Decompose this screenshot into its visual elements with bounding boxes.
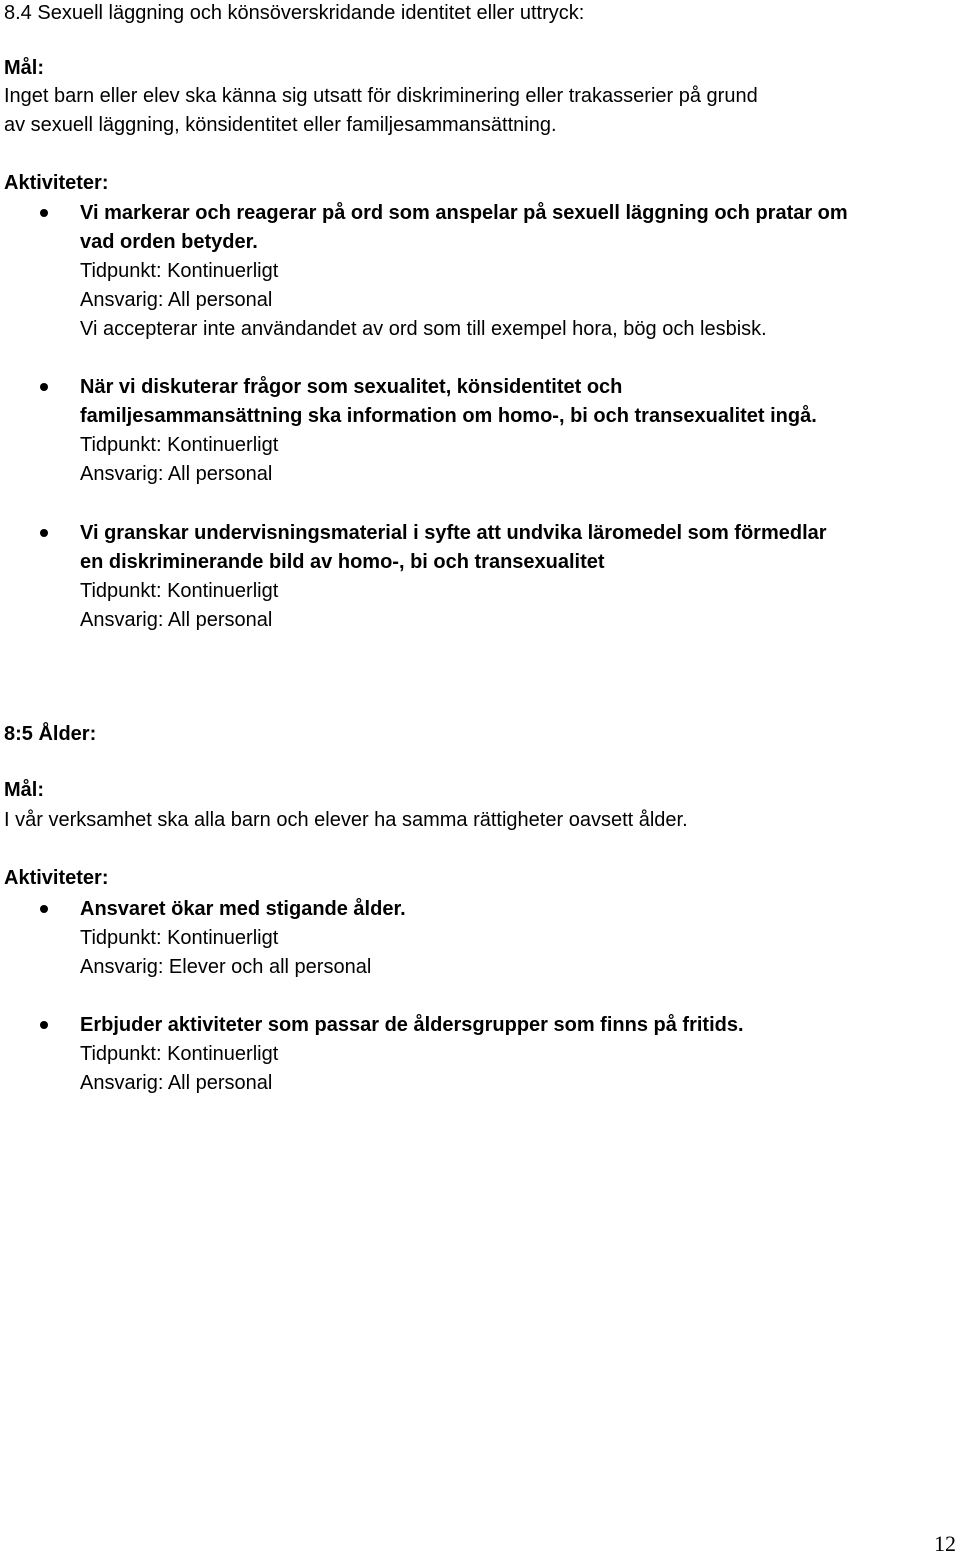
activity-responsible: Ansvarig: All personal — [80, 289, 273, 311]
activity-time: Tidpunkt: Kontinuerligt — [80, 580, 279, 602]
activity-heading: Erbjuder aktiviteter som passar de åldersgrupper som finns på fritids. — [80, 1014, 744, 1036]
bullet-icon — [40, 1021, 48, 1029]
activity-heading: Vi markerar och reagerar på ord som anspelar på sexuell läggning och pratar om — [80, 202, 848, 224]
activity-heading: Vi granskar undervisningsmaterial i syfte att undvika läromedel som förmedlar — [80, 522, 827, 544]
activities-label: Aktiviteter: — [4, 172, 109, 194]
goal-line: av sexuell läggning, könsidentitet eller familjesammansättning. — [4, 114, 557, 136]
bullet-icon — [40, 529, 48, 537]
activity-heading: familjesammansättning ska information om homo-, bi och transexualitet ingå. — [80, 405, 817, 427]
activity-heading: vad orden betyder. — [80, 231, 258, 253]
activity-heading: Ansvaret ökar med stigande ålder. — [80, 898, 406, 920]
page-number: 12 — [934, 1531, 956, 1556]
goal-text — [4, 806, 944, 835]
goal-label: Mål: — [4, 57, 44, 79]
goal-line: Inget barn eller elev ska känna sig utsatt för diskriminering eller trakasserier på grund — [4, 85, 758, 107]
goal-line: I vår verksamhet ska alla barn och elever ha samma rättigheter oavsett ålder. — [4, 809, 688, 831]
activity-responsible: Ansvarig: All personal — [80, 609, 273, 631]
activity-time: Tidpunkt: Kontinuerligt — [80, 1043, 279, 1065]
activity-time: Tidpunkt: Kontinuerligt — [80, 260, 279, 282]
bullet-icon — [40, 209, 48, 217]
bullet-icon — [40, 383, 48, 391]
activity-note: Vi accepterar inte användandet av ord som till exempel hora, bög och lesbisk. — [80, 318, 767, 340]
goal-label: Mål: — [4, 779, 44, 801]
activity-responsible: Ansvarig: Elever och all personal — [80, 956, 372, 978]
section-title-age: 8:5 Ålder: — [4, 723, 97, 745]
activity-responsible: Ansvarig: All personal — [80, 1072, 273, 1094]
goal-text — [4, 82, 944, 140]
section-title-sexual-orientation: 8.4 Sexuell läggning och könsöverskridande identitet eller uttryck: — [4, 2, 585, 24]
activity-responsible: Ansvarig: All personal — [80, 463, 273, 485]
activity-heading: När vi diskuterar frågor som sexualitet, könsidentitet och — [80, 376, 623, 398]
activity-time: Tidpunkt: Kontinuerligt — [80, 434, 279, 456]
activity-heading: en diskriminerande bild av homo-, bi och transexualitet — [80, 551, 605, 573]
activities-label: Aktiviteter: — [4, 867, 109, 889]
bullet-icon — [40, 905, 48, 913]
activity-time: Tidpunkt: Kontinuerligt — [80, 927, 279, 949]
